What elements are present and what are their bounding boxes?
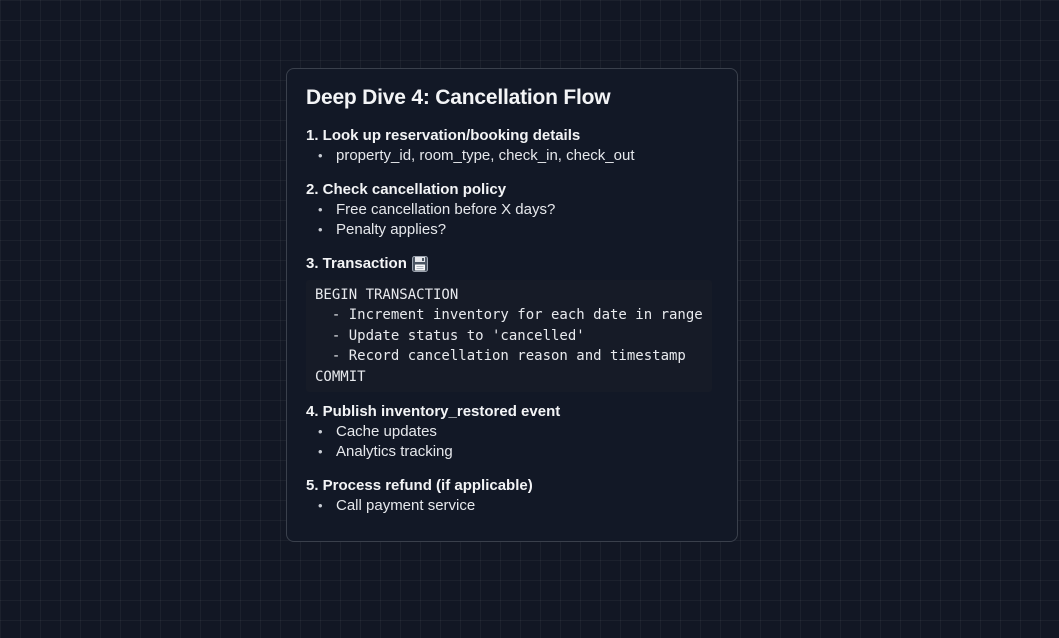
step-4	[306, 402, 718, 462]
step-1	[306, 126, 718, 166]
bullet-dot-icon: •	[318, 148, 323, 163]
bullet-dot-icon: •	[318, 222, 323, 237]
step-heading: 1. Look up reservation/booking details	[306, 127, 581, 144]
bullet-list	[306, 146, 718, 166]
step-heading: 4. Publish inventory_restored event	[306, 402, 561, 420]
bullet-list	[306, 496, 718, 516]
list-item-text: Free cancellation before X days?	[336, 201, 556, 218]
card-title: Deep Dive 4: Cancellation Flow	[306, 86, 611, 109]
list-item-text: Analytics tracking	[336, 442, 453, 460]
bullet-dot-icon: •	[318, 443, 323, 459]
list-item-text: property_id, room_type, check_in, check_out	[336, 147, 635, 164]
bullet-dot-icon: •	[318, 423, 323, 439]
step-5	[306, 476, 718, 516]
transaction-code-block	[306, 280, 712, 392]
cancellation-flow-card	[286, 68, 738, 542]
list-item	[306, 220, 718, 240]
code-line: - Update status to 'cancelled'	[315, 327, 585, 344]
list-item	[306, 146, 718, 166]
code-line: COMMIT	[315, 368, 366, 385]
code-line: - Record cancellation reason and timestamp	[315, 348, 686, 365]
list-item-text: Penalty applies?	[336, 221, 447, 238]
bullet-dot-icon: •	[318, 497, 323, 513]
step-2	[306, 180, 718, 240]
step-heading: 2. Check cancellation policy	[306, 181, 507, 198]
bullet-list	[306, 422, 718, 462]
list-item	[306, 496, 718, 516]
step-heading-row	[306, 254, 718, 274]
bullet-list	[306, 200, 718, 240]
list-item	[306, 422, 718, 442]
floppy-disk-icon	[412, 256, 428, 272]
list-item-text: Cache updates	[336, 422, 437, 440]
code-line: BEGIN TRANSACTION	[315, 287, 459, 303]
list-item	[306, 200, 718, 220]
code-line: - Increment inventory for each date in range	[315, 307, 703, 324]
bullet-dot-icon: •	[318, 202, 323, 217]
step-3	[306, 254, 718, 392]
list-item-text: Call payment service	[336, 496, 476, 514]
step-heading: 3. Transaction	[306, 255, 407, 272]
step-heading: 5. Process refund (if applicable)	[306, 476, 533, 494]
list-item	[306, 442, 718, 462]
